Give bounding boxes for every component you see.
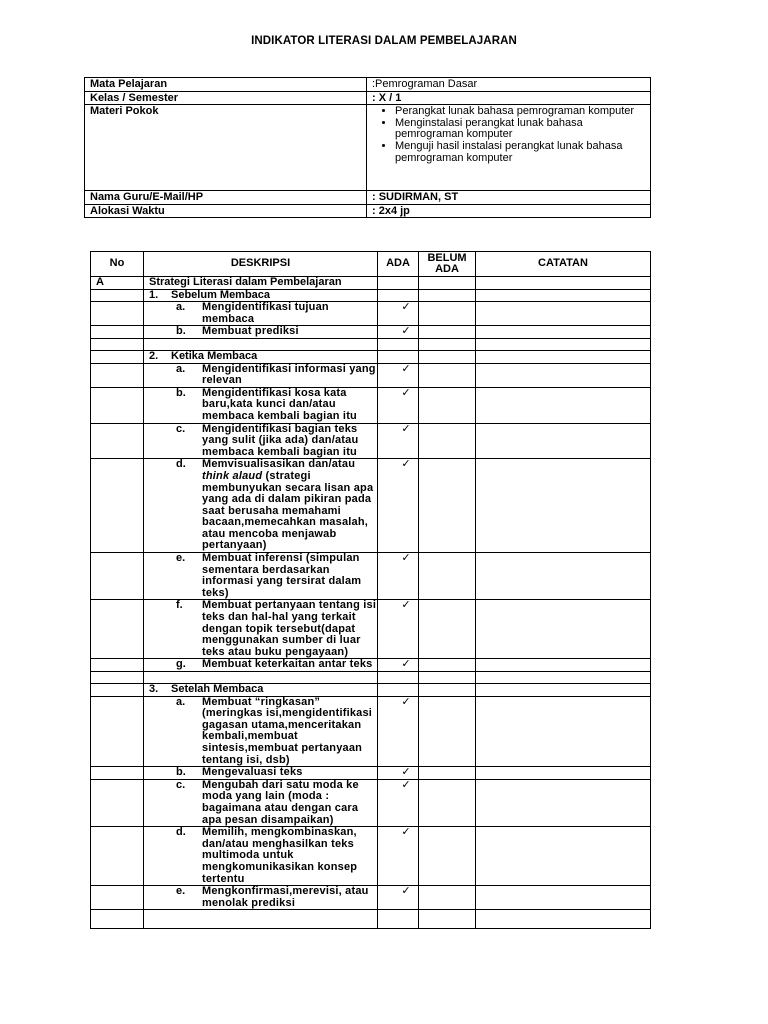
group-heading xyxy=(149,351,377,363)
row-number xyxy=(91,363,144,387)
ada-cell xyxy=(378,659,419,672)
item-letter: e. xyxy=(176,552,186,565)
item-letter: d. xyxy=(176,826,186,839)
item-text: Mengubah dari satu moda ke moda yang lain (moda : bagaimana atau dengan cara apa pesan disampaikan) xyxy=(202,778,359,826)
ada-cell xyxy=(378,672,419,684)
item-text: Mengkonfirmasi,merevisi, atau menolak prediksi xyxy=(202,885,369,909)
catatan-cell xyxy=(476,289,651,302)
item-text-italic: think alaud xyxy=(202,469,263,482)
row-number xyxy=(91,350,144,363)
materi-item: • Perangkat lunak bahasa pemrograman komputer xyxy=(395,106,646,118)
item-letter: e. xyxy=(176,885,186,898)
materi-list xyxy=(372,106,646,164)
indicator-table xyxy=(90,251,651,929)
item-content xyxy=(144,827,377,885)
group-number: 2. xyxy=(149,349,159,362)
catatan-cell xyxy=(476,277,651,290)
item-letter: a. xyxy=(176,362,186,375)
check-icon: ✓ xyxy=(401,386,411,399)
item-description xyxy=(144,387,378,423)
info-value xyxy=(367,105,651,191)
catatan-cell xyxy=(476,338,651,350)
ada-cell xyxy=(378,767,419,780)
check-icon: ✓ xyxy=(401,325,411,338)
check-icon: ✓ xyxy=(401,826,411,839)
row-number xyxy=(91,338,144,350)
catatan-cell xyxy=(476,659,651,672)
catatan-cell xyxy=(476,553,651,600)
item-description xyxy=(144,659,378,672)
item-description xyxy=(144,600,378,659)
belum-ada-cell xyxy=(419,910,476,929)
item-letter: b. xyxy=(176,766,186,779)
row-number xyxy=(91,779,144,826)
belum-ada-cell xyxy=(419,363,476,387)
info-label: Mata Pelajaran xyxy=(85,78,367,92)
item-letter: a. xyxy=(176,301,186,314)
info-value: : 2x4 jp xyxy=(367,204,651,218)
table-row xyxy=(91,659,651,672)
info-row xyxy=(85,91,651,105)
ada-cell xyxy=(378,423,419,459)
ada-cell xyxy=(378,459,419,553)
catatan-cell xyxy=(476,363,651,387)
item-text: Mengidentifikasi bagian teks yang sulit (jika ada) dan/atau membaca kembali bagian itu xyxy=(202,422,359,458)
spacer-cell xyxy=(144,910,378,929)
item-description xyxy=(144,767,378,780)
check-icon: ✓ xyxy=(401,552,411,565)
item-letter: b. xyxy=(176,386,186,399)
info-label: Alokasi Waktu xyxy=(85,204,367,218)
belum-ada-cell xyxy=(419,423,476,459)
catatan-cell xyxy=(476,672,651,684)
catatan-cell xyxy=(476,767,651,780)
item-description xyxy=(144,696,378,767)
row-number xyxy=(91,326,144,339)
ada-cell xyxy=(378,779,419,826)
info-label: Kelas / Semester xyxy=(85,91,367,105)
item-text: Membuat pertanyaan tentang isi teks dan hal-hal yang terkait dengan topik tersebut(dapat menggunakan sumber di luar teks atau buku pengayaan) xyxy=(202,599,377,658)
group-heading xyxy=(149,684,377,696)
table-row xyxy=(91,886,651,910)
table-row xyxy=(91,302,651,326)
table-row xyxy=(91,277,651,290)
info-row xyxy=(85,78,651,92)
item-description xyxy=(144,423,378,459)
item-description xyxy=(144,459,378,553)
table-row xyxy=(91,553,651,600)
catatan-cell xyxy=(476,387,651,423)
item-content xyxy=(144,697,377,767)
catatan-cell xyxy=(476,423,651,459)
item-text: Mengidentifikasi tujuan membaca xyxy=(202,301,329,325)
row-number xyxy=(91,553,144,600)
info-value: :Pemrograman Dasar xyxy=(367,78,651,92)
header-deskripsi: DESKRIPSI xyxy=(144,252,378,277)
ada-cell xyxy=(378,338,419,350)
group-label: Setelah Membaca xyxy=(171,683,264,695)
check-icon: ✓ xyxy=(401,766,411,779)
belum-ada-cell xyxy=(419,767,476,780)
item-content xyxy=(144,767,377,779)
item-description xyxy=(144,827,378,886)
catatan-cell xyxy=(476,350,651,363)
ada-cell xyxy=(378,600,419,659)
item-content xyxy=(144,886,377,909)
group-label: Ketika Membaca xyxy=(171,349,258,362)
row-number xyxy=(91,886,144,910)
check-icon: ✓ xyxy=(401,885,411,898)
info-label: Materi Pokok xyxy=(85,105,367,191)
table-row xyxy=(91,338,651,350)
check-icon: ✓ xyxy=(401,778,411,791)
table-row xyxy=(91,387,651,423)
table-row xyxy=(91,459,651,553)
item-text: Membuat keterkaitan antar teks xyxy=(202,658,373,671)
check-icon: ✓ xyxy=(401,301,411,314)
ada-cell xyxy=(378,277,419,290)
check-icon: ✓ xyxy=(401,695,411,708)
check-icon: ✓ xyxy=(401,422,411,435)
check-icon: ✓ xyxy=(401,599,411,612)
belum-ada-cell xyxy=(419,302,476,326)
ada-cell xyxy=(378,553,419,600)
item-letter: g. xyxy=(176,658,186,671)
item-content xyxy=(144,780,377,826)
check-icon: ✓ xyxy=(401,362,411,375)
table-row xyxy=(91,696,651,767)
item-description xyxy=(144,553,378,600)
item-content xyxy=(144,459,377,552)
group-number: 3. xyxy=(149,683,159,695)
item-text: Mengidentifikasi informasi yang relevan xyxy=(202,362,376,387)
catatan-cell xyxy=(476,827,651,886)
item-content xyxy=(144,424,377,459)
table-row xyxy=(91,363,651,387)
catatan-cell xyxy=(476,600,651,659)
group-label: Sebelum Membaca xyxy=(171,288,271,301)
item-text: Mengevaluasi teks xyxy=(202,766,303,779)
item-content xyxy=(144,364,377,387)
group-heading xyxy=(149,290,377,302)
ada-cell xyxy=(378,696,419,767)
catatan-cell xyxy=(476,459,651,553)
catatan-cell xyxy=(476,696,651,767)
info-row xyxy=(85,105,651,191)
section-title: Strategi Literasi dalam Pembelajaran xyxy=(144,277,378,290)
row-number xyxy=(91,659,144,672)
item-content xyxy=(144,553,377,599)
ada-cell xyxy=(378,910,419,929)
info-row xyxy=(85,204,651,218)
belum-ada-cell xyxy=(419,827,476,886)
row-number: A xyxy=(91,277,144,290)
belum-ada-cell xyxy=(419,387,476,423)
ada-cell xyxy=(378,387,419,423)
belum-ada-cell xyxy=(419,659,476,672)
belum-ada-cell xyxy=(419,326,476,339)
header-catatan: CATATAN xyxy=(476,252,651,277)
table-row xyxy=(91,289,651,302)
ada-cell xyxy=(378,326,419,339)
catatan-cell xyxy=(476,886,651,910)
item-text: Memilih, mengkombinaskan, dan/atau menghasilkan teks multimoda untuk mengkomunikasikan konsep tertentu xyxy=(202,826,358,885)
ada-cell xyxy=(378,886,419,910)
item-text: Membuat “ringkasan” (meringkas isi,mengidentifikasi gagasan utama,menceritakan kembali,membuat sintesis,membuat pertanyaan tentang isi, dsb) xyxy=(202,695,373,766)
ada-cell xyxy=(378,302,419,326)
row-number xyxy=(91,600,144,659)
catatan-cell xyxy=(476,684,651,697)
row-number xyxy=(91,684,144,697)
info-table xyxy=(84,77,651,218)
header-no: No xyxy=(91,252,144,277)
item-letter: d. xyxy=(176,458,186,471)
info-label: Nama Guru/E-Mail/HP xyxy=(85,191,367,205)
catatan-cell xyxy=(476,302,651,326)
page-title: INDIKATOR LITERASI DALAM PEMBELAJARAN xyxy=(251,35,517,47)
item-letter: a. xyxy=(176,695,186,708)
table-row xyxy=(91,910,651,929)
spacer-cell xyxy=(144,338,378,350)
group-title xyxy=(144,350,378,363)
table-row xyxy=(91,779,651,826)
belum-ada-cell xyxy=(419,289,476,302)
row-number xyxy=(91,696,144,767)
item-text: Mengidentifikasi kosa kata baru,kata kunci dan/atau membaca kembali bagian itu xyxy=(202,386,357,422)
item-content xyxy=(144,659,377,671)
materi-item: • Menginstalasi perangkat lunak bahasa pemrograman komputer xyxy=(395,118,646,141)
item-text: Membuat prediksi xyxy=(202,325,299,338)
row-number xyxy=(91,827,144,886)
table-row xyxy=(91,423,651,459)
group-title xyxy=(144,684,378,697)
belum-ada-cell xyxy=(419,459,476,553)
item-letter: b. xyxy=(176,325,186,338)
ada-cell xyxy=(378,289,419,302)
check-icon: ✓ xyxy=(401,658,411,671)
table-row xyxy=(91,326,651,339)
row-number xyxy=(91,387,144,423)
belum-ada-cell xyxy=(419,886,476,910)
header-belum-ada: BELUM ADA xyxy=(419,252,476,277)
check-icon: ✓ xyxy=(401,458,411,471)
catatan-cell xyxy=(476,910,651,929)
item-letter: c. xyxy=(176,422,186,435)
belum-ada-cell xyxy=(419,696,476,767)
belum-ada-cell xyxy=(419,350,476,363)
catatan-cell xyxy=(476,779,651,826)
item-description xyxy=(144,302,378,326)
item-text: Memvisualisasikan dan/atau think alaud (strategi membunyukan secara lisan apa yang ada di dalam pikiran pada saat berusaha memahami bacaan,memecahkan masalah, atau mencoba menjawab pertanyaan) xyxy=(202,458,374,552)
belum-ada-cell xyxy=(419,672,476,684)
belum-ada-cell xyxy=(419,779,476,826)
spacer-cell xyxy=(144,672,378,684)
info-value: : X / 1 xyxy=(367,91,651,105)
item-description xyxy=(144,886,378,910)
table-row xyxy=(91,684,651,697)
item-description xyxy=(144,779,378,826)
ada-cell xyxy=(378,827,419,886)
item-content xyxy=(144,302,377,325)
ada-cell xyxy=(378,350,419,363)
table-row xyxy=(91,350,651,363)
table-row xyxy=(91,827,651,886)
belum-ada-cell xyxy=(419,684,476,697)
item-content xyxy=(144,600,377,658)
group-number: 1. xyxy=(149,288,159,301)
item-description xyxy=(144,363,378,387)
belum-ada-cell xyxy=(419,553,476,600)
belum-ada-cell xyxy=(419,600,476,659)
ada-cell xyxy=(378,684,419,697)
catatan-cell xyxy=(476,326,651,339)
row-number xyxy=(91,767,144,780)
belum-ada-cell xyxy=(419,338,476,350)
item-content xyxy=(144,388,377,423)
row-number xyxy=(91,289,144,302)
item-description xyxy=(144,326,378,339)
item-letter: f. xyxy=(176,599,183,612)
header-ada: ADA xyxy=(378,252,419,277)
table-row xyxy=(91,672,651,684)
row-number xyxy=(91,910,144,929)
row-number xyxy=(91,423,144,459)
item-content xyxy=(144,326,377,338)
table-row xyxy=(91,767,651,780)
info-row xyxy=(85,191,651,205)
row-number xyxy=(91,672,144,684)
table-header-row xyxy=(91,252,651,277)
row-number xyxy=(91,459,144,553)
table-row xyxy=(91,600,651,659)
group-title xyxy=(144,289,378,302)
row-number xyxy=(91,302,144,326)
item-letter: c. xyxy=(176,778,186,791)
belum-ada-cell xyxy=(419,277,476,290)
materi-item: • Menguji hasil instalasi perangkat lunak bahasa pemrograman komputer xyxy=(395,141,646,164)
info-value: : SUDIRMAN, ST xyxy=(367,191,651,205)
item-text: Membuat inferensi (simpulan sementara berdasarkan informasi yang tersirat dalam teks) xyxy=(202,552,362,599)
ada-cell xyxy=(378,363,419,387)
